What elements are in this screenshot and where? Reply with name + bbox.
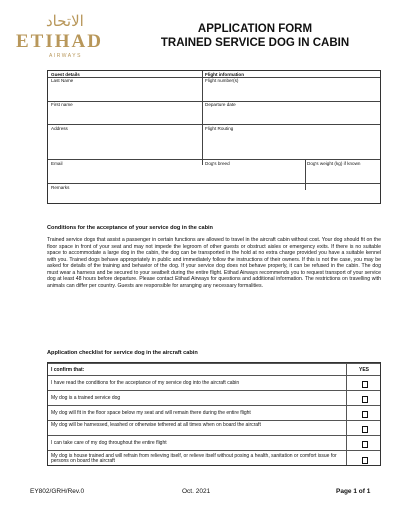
checklist-header-row	[48, 363, 380, 375]
departure-date-field[interactable]: Departure date	[205, 102, 236, 107]
form-title-line2: TRAINED SERVICE DOG IN CABIN	[160, 37, 350, 49]
checklist-yes-checkbox[interactable]	[362, 457, 369, 464]
checklist-row	[48, 420, 380, 435]
flight-information-header: Flight information	[205, 71, 245, 77]
checklist-item-text: My dog will be harnessed, leashed or otherwise tethered at all times when on board the aircraft	[51, 421, 261, 428]
flight-routing-field[interactable]: Flight Routing	[205, 126, 234, 131]
first-name-field[interactable]: First name	[51, 102, 73, 107]
checklist-heading: Application checklist for service dog in the aircraft cabin	[47, 350, 198, 356]
checklist-header-confirm: I confirm that:	[51, 366, 85, 373]
last-name-field[interactable]: Last Name	[51, 78, 74, 83]
address-field[interactable]: Address	[51, 126, 68, 131]
checklist-item-text: My dog is a trained service dog	[51, 394, 121, 401]
checklist-row	[48, 405, 380, 420]
checklist-row	[48, 435, 380, 450]
guest-flight-info-table	[47, 70, 381, 204]
dogs-weight-field[interactable]: Dog's weight (kg) if known	[307, 161, 361, 166]
checklist-item-text: My dog is house trained and will refrain from relieving itself, or relieve itself without posing a health, sanitation or comfort issue for persons on board the aircraft	[51, 452, 337, 465]
checklist-row	[48, 375, 380, 390]
form-title-line1: APPLICATION FORM	[197, 23, 313, 35]
logo-subtitle: AIRWAYS	[49, 53, 82, 59]
checklist-row	[48, 390, 380, 405]
footer-doc-code: EY802/GRH/Rev.0	[30, 488, 85, 495]
guest-details-header: Guest details	[51, 71, 80, 77]
email-field[interactable]: Email	[51, 161, 63, 166]
flight-numbers-field[interactable]: Flight number(s)	[205, 78, 239, 83]
dogs-breed-field[interactable]: Dog's breed	[205, 161, 230, 166]
checklist-yes-checkbox[interactable]	[362, 426, 369, 433]
remarks-field[interactable]: Remarks	[51, 185, 70, 190]
checklist-row	[48, 450, 380, 467]
checklist-item-text: I can take care of my dog throughout the entire flight	[51, 439, 167, 446]
form-title	[130, 22, 380, 50]
footer-date: Oct. 2021	[182, 488, 211, 495]
checklist-yes-checkbox[interactable]	[362, 411, 369, 418]
checklist-yes-checkbox[interactable]	[362, 441, 369, 448]
logo-wordmark: ETIHAD	[16, 31, 103, 52]
conditions-paragraph: Trained service dogs that assist a passenger in certain functions are allowed to travel in the aircraft cabin without cost. Your dog should fit on the floor space in front of your seat and may not impede the legroom of other guests or obstruct aisles or emergency exits. If there is no suitable space to accommodate a large dog in the cabin, the dog can be transported in the hold at no extra charge provided you have a suitable kennel with you. Trained dogs behave appropriately in public and immediately follow the instructions of their owners. If this is not the case, you may be asked for details of the training and behavior of the dog. If your service dog does not behave properly, it can be refused in the cabin. The dog must wear a harness and be secured to your seatbelt during the entire flight. Etihad Airways recommends you to request transport of your service dog at least 48 hours before departure. Please contact Etihad Airways for questions and additional information. The restrictions on travelling with animals can differ per country. Guests are responsible for arranging any necessary formalities.	[47, 237, 381, 289]
checklist-table	[47, 362, 381, 466]
checklist-item-text: My dog will fit in the floor space below my seat and will remain there during the entire flight	[51, 409, 251, 416]
checklist-header-yes: YES	[358, 366, 369, 373]
etihad-logo	[16, 12, 106, 60]
logo-arabic-text: الاتحاد	[46, 12, 84, 30]
checklist-yes-checkbox[interactable]	[362, 396, 369, 403]
checklist-yes-checkbox[interactable]	[362, 381, 369, 388]
checklist-item-text: I have read the conditions for the acceptance of my service dog into the aircraft cabin	[51, 379, 240, 386]
conditions-heading: Conditions for the acceptance of your service dog in the cabin	[47, 225, 213, 231]
footer-page-number: Page 1 of 1	[336, 488, 371, 495]
